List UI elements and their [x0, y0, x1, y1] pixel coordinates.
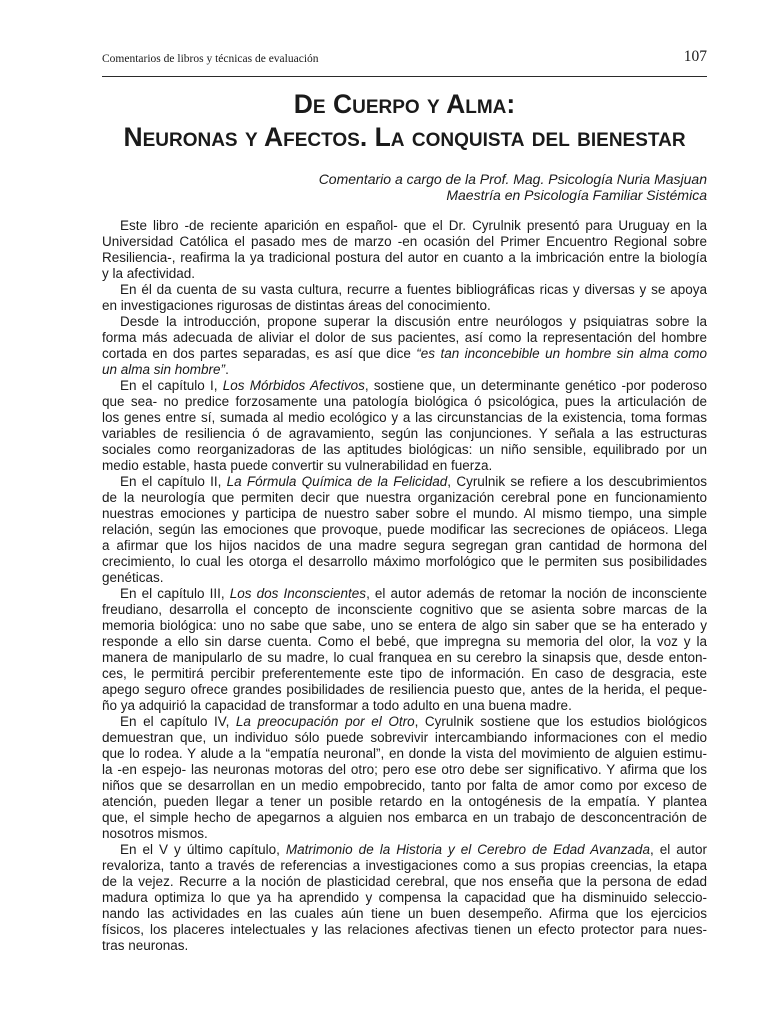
title-line-1: De Cuerpo y Alma: [293, 89, 516, 119]
text-line: nosotros mismos. [102, 826, 208, 841]
text-line: niños que se desarrollan en un medio empobrecido, tanto por falta de amor como por exceso de [102, 778, 707, 793]
title-line-2: Neuronas y Afectos. La conquista del bienestar [123, 122, 686, 152]
text-line: madura optimiza lo que ya ha aprendido y compensa la capacidad que ha disminuido seleccio- [102, 890, 707, 905]
text-line: la -en espejo- las neuronas motoras del otro; pero ese otro debe ser significativo. Y afirma que los [102, 762, 707, 777]
text-line: sociales como reorganizadoras de las aptitudes biológicas: un niño sensible, equilibrado por un [102, 442, 707, 457]
text-line: variables de resiliencia ó de agravamiento, según las conjunciones. Y señala a las estructuras [102, 426, 707, 441]
text-line [102, 362, 707, 378]
text-line: que sea- no predice forzosamente una patología biológica ó psicológica, pues la articulación de [102, 394, 707, 409]
text-line: que, el simple hecho de apegarnos a alguien nos embarca en un trabajo de desconcentración de [102, 810, 707, 825]
text-segment: En el V y último capítulo, [120, 842, 286, 857]
byline-author: Comentario a cargo de la Prof. Mag. Psicología Nuria Masjuan [318, 171, 707, 187]
text-line [102, 586, 707, 602]
text-segment: En el capítulo IV, [120, 714, 236, 729]
paragraph [102, 474, 707, 586]
text-segment: cortada en dos partes separadas, es así que dice [102, 346, 417, 361]
italic-segment: “es tan inconcebible un hombre sin alma como [416, 346, 707, 361]
paragraph [102, 714, 707, 842]
text-line [102, 346, 707, 362]
text-line: relación, según las emociones que provoque, puede modificar las secreciones de opiáceos. Llega [102, 522, 707, 537]
text-line: manera de manipularlo de su madre, lo cual franquea en su cerebro la sinapsis que, desde enton- [102, 650, 707, 665]
text-line: responde a ello sin darse cuenta. Como el bebé, que impregna su memoria del olor, la voz y la [102, 634, 707, 649]
text-line: de la neurología que permiten decir que nuestra organización cerebral pone en funcionamiento [102, 490, 707, 505]
text-line: freudiano, desarrolla el concepto de inconsciente cognitivo que se asienta sobre marcas de la [102, 602, 707, 617]
article-body [102, 218, 707, 954]
text-line: a afirmar que los hijos nacidos de una madre segura segregan gran cantidad de hormona del [102, 538, 707, 553]
text-segment: , Cyrulnik sostiene que los estudios biológicos [414, 714, 707, 729]
text-line: nuestras emociones y participa de nuestro saber sobre el mundo. Al mismo tiempo, una simple [102, 506, 707, 521]
text-line: tras neuronas. [102, 938, 189, 953]
text-line: En él da cuenta de su vasta cultura, recurre a fuentes bibliográficas ricas y diversas y se apoya [120, 282, 707, 297]
text-segment: , el autor [649, 842, 708, 857]
text-segment: , Cyrulnik se refiere a los descubrimientos [447, 474, 707, 489]
text-line: atención, pueden llegar a tener un posible retardo en la ontogénesis de la empatía. Y plantea [102, 794, 707, 809]
text-line: memoria biológica: uno no sabe que sabe, uno se entera de algo sin saber que se ha enterado y [102, 618, 707, 633]
text-segment: , sostiene que, un determinante genético -por poderoso [364, 378, 707, 393]
byline-credential: Maestría en Psicología Familiar Sistémica [446, 187, 707, 203]
text-line: medio estable, hasta puede convertir su vulnerabilidad en fuerza. [102, 458, 493, 473]
text-line: crecimiento, lo cual les otorga el desarrollo máximo morfológico que le permiten sus posibilidades [102, 554, 707, 569]
page-number: 107 [683, 48, 707, 65]
paragraph [102, 586, 707, 714]
text-segment: . [225, 362, 229, 377]
text-line: Este libro -de reciente aparición en español- que el Dr. Cyrulnik presentó para Uruguay en la [120, 218, 707, 233]
text-line: y la afectividad. [102, 266, 196, 281]
paragraph [102, 282, 707, 314]
paragraph [102, 218, 707, 282]
text-line: de la vejez. Recurre a la noción de plasticidad cerebral, que nos enseña que la persona de edad [102, 874, 707, 889]
article-title [102, 88, 707, 154]
text-line [102, 474, 707, 490]
paragraph [102, 314, 707, 378]
text-line: físicos, los placeres intelectuales y las relaciones afectivas tienen un efecto protector para nues- [102, 922, 707, 937]
text-segment: , el autor además de retomar la noción de inconsciente [366, 586, 707, 601]
text-line: apego seguro ofrece grandes posibilidades de resiliencia puesto que, antes de la herida, el peque- [102, 682, 707, 697]
text-line: nando las actividades en las cuales aún tiene un buen desempeño. Afirma que los ejercicios [102, 906, 707, 921]
italic-segment: Los Mórbidos Afectivos [222, 378, 365, 393]
text-line: genéticas. [102, 570, 164, 585]
text-line: en investigaciones rigurosas de distintas áreas del conocimiento. [102, 298, 491, 313]
text-line: Universidad Católica el pasado mes de marzo -en ocasión del Primer Encuentro Regional sobre [102, 234, 707, 249]
paragraph [102, 378, 707, 474]
text-segment: En el capítulo III, [120, 586, 230, 601]
text-line: ño ya adquirió la capacidad de transformar a todo adulto en una buena madre. [102, 698, 572, 713]
italic-segment: La Fórmula Química de la Felicidad [226, 474, 448, 489]
text-segment: En el capítulo II, [120, 474, 227, 489]
text-line: los genes entre sí, sumada al medio ecológico y a las circunstancias de la existencia, toma formas [102, 410, 707, 425]
text-line: Resiliencia-, reafirma la ya tradicional postura del autor en cuanto a la imbricación entre la biología [102, 250, 707, 265]
text-segment: En el capítulo I, [120, 378, 223, 393]
text-line [102, 714, 707, 730]
header-rule [102, 76, 707, 77]
text-line: que lo rodea. Y alude a la “empatía neuronal”, en donde la vista del movimiento de alguien estimu- [102, 746, 707, 761]
italic-segment: La preocupación por el Otro [235, 714, 415, 729]
text-line: Desde la introducción, propone superar la discusión entre neurólogos y psiquiatras sobre la [120, 314, 707, 329]
italic-segment: un alma sin hombre” [102, 362, 226, 377]
text-line [102, 378, 707, 394]
byline [102, 171, 707, 203]
text-line: ces, le permitirá percibir preferentemente este tipo de información. En caso de desgracia, este [102, 666, 707, 681]
paragraph [102, 842, 707, 954]
text-line: forma más adecuada de aliviar el dolor de sus pacientes, así como la representación del hombre [102, 330, 707, 345]
running-header-title: Comentarios de libros y técnicas de evaluación [102, 53, 319, 65]
text-line: revaloriza, tanto a través de referencias a investigaciones como a sus propias creencias, la etapa [102, 858, 707, 873]
text-line [102, 842, 707, 858]
italic-segment: Los dos Inconscientes [229, 586, 367, 601]
italic-segment: Matrimonio de la Historia y el Cerebro de Edad Avanzada [285, 842, 650, 857]
text-line: demuestran que, un individuo sólo puede sobrevivir intercambiando informaciones con el medio [102, 730, 707, 745]
